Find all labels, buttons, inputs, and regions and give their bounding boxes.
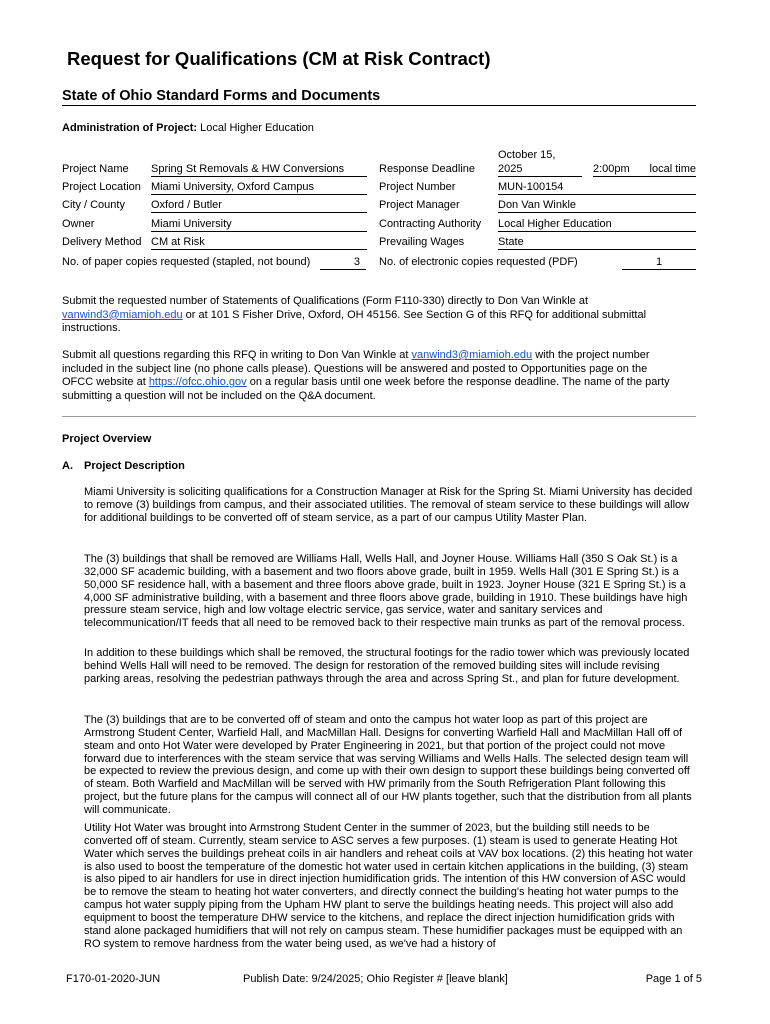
- project-location-field[interactable]: Miami University, Oxford Campus: [151, 181, 367, 195]
- electronic-copies-label: No. of electronic copies requested (PDF): [379, 256, 578, 268]
- prevailing-wages-field[interactable]: State: [498, 236, 696, 250]
- prevailing-wages-label: Prevailing Wages: [379, 236, 465, 248]
- footer-publish-date: Publish Date: 9/24/2025; Ohio Register # [leave blank]: [243, 973, 508, 985]
- footer-form-id: F170-01-2020-JUN: [66, 973, 161, 985]
- section-letter: A.: [62, 460, 73, 472]
- submittal-paragraph: [62, 295, 672, 336]
- administration-label: Administration of Project:: [62, 122, 198, 134]
- delivery-method-label: Delivery Method: [62, 236, 142, 248]
- project-overview-heading: Project Overview: [62, 433, 152, 445]
- description-paragraph-5: Utility Hot Water was brought into Armstrong Student Center in the summer of 2023, but the building still needs to be converted off of steam. Currently, steam service to ASC serves a few purposes. (1) steam is used to generate Heating Hot Water which serves the buildings preheat coils in air handlers and reheat coils at VAV box locations. (2) this heating hot water is also used to boost the temperature of the domestic hot water used in certain kitchen applications in the building, (3) steam is also piped to air handlers for use in direct injection humidification grids. The intention of this HW conversion of ASC would be to remove the steam to heating hot water converters, and directly connect the building's heating hot water pumps to the campus hot water supply piping from the Upham HW plant to serve the buildings heating needs. This project will also add equipment to boost the temperature DHW service to the kitchens, and replace the direct injection humidification grids with stand alone packaged humidifiers that will not rely on campus steam. These humidifier packages must be equipped with an RO system to remove hardness from the water being used, as we've had a history of: [84, 822, 693, 950]
- owner-field[interactable]: Miami University: [151, 218, 367, 232]
- project-description-heading: [62, 460, 185, 472]
- questions-email-link[interactable]: vanwind3@miamioh.edu: [411, 349, 533, 361]
- deadline-date-field[interactable]: 2025: [498, 163, 582, 177]
- electronic-copies-field[interactable]: 1: [622, 256, 696, 270]
- deadline-date-line1: October 15,: [498, 149, 556, 161]
- project-manager-label: Project Manager: [379, 199, 460, 211]
- contracting-authority-field[interactable]: Local Higher Education: [498, 218, 696, 232]
- submittal-text-b: or at 101 S Fisher Drive, Oxford, OH 45156. See Section G of this RFQ for additional submittal instructions.: [62, 308, 647, 335]
- project-name-field[interactable]: Spring St Removals & HW Conversions: [151, 163, 367, 177]
- deadline-timezone: local time: [643, 163, 696, 177]
- project-number-field[interactable]: MUN-100154: [498, 181, 696, 195]
- contracting-authority-label: Contracting Authority: [379, 218, 482, 230]
- document-subtitle: State of Ohio Standard Forms and Documents: [62, 88, 696, 106]
- contact-email-link[interactable]: vanwind3@miamioh.edu: [62, 308, 183, 321]
- questions-paragraph: [62, 349, 672, 404]
- section-divider: [62, 416, 696, 417]
- delivery-method-field[interactable]: CM at Risk: [151, 236, 367, 250]
- description-paragraph-4: The (3) buildings that are to be converted off of steam and onto the campus hot water loop as part of this project are Armstrong Student Center, Warfield Hall, and MacMillan Hall. Designs for converting Warfield Hall and MacMillan Hall off of steam and onto Hot Water were developed by Prater Engineering in 2021, but that portion of the project could not move forward due to interferences with the steam service that was serving Williams and Wells Halls. The selected design team will be expected to review the previous design, and come up with their own design to support these buildings being converted off of steam. Both Warfield and MacMillan will be served with HW primarily from the South Refrigeration Plant following this project, but the future plans for the campus will connect all of our HW plants together, such that the distribution from all plants will communicate.: [84, 714, 692, 816]
- submittal-text-a: Submit the requested number of Statements of Qualifications (Form F110-330) directly to Don Van Winkle at: [62, 295, 589, 307]
- ofcc-website-link[interactable]: https://ofcc.ohio.gov: [148, 376, 247, 389]
- administration-line: [62, 122, 314, 134]
- project-location-label: Project Location: [62, 181, 141, 193]
- description-paragraph-1: Miami University is soliciting qualifications for a Construction Manager at Risk for the Spring St. Miami University has decided to remove (3) buildings from campus, and their associated utilities. The removal of steam service to these buildings will allow for additional buildings to be converted off of steam service, as a part of our campus Utility Master Plan.: [84, 486, 693, 524]
- city-county-field[interactable]: Oxford / Butler: [151, 199, 367, 213]
- page-title: Request for Qualifications (CM at Risk Contract): [67, 48, 491, 69]
- response-deadline-label: Response Deadline: [379, 163, 476, 175]
- city-county-label: City / County: [62, 199, 125, 211]
- description-paragraph-3: In addition to these buildings which shall be removed, the structural footings for the radio tower which was previously located behind Wells Hall will need to be removed. The design for restoration of the removed building sites will include revising parking areas, resolving the pedestrian pathways through the area and across Spring St., and plan for future development.: [84, 647, 690, 685]
- paper-copies-field[interactable]: 3: [320, 256, 366, 270]
- project-name-label: Project Name: [62, 163, 129, 175]
- administration-value: Local Higher Education: [200, 122, 314, 134]
- questions-text-c: on a regular basis until one week before the response deadline. The name of the party submitting a question will not be included on the Q&A document.: [62, 376, 670, 403]
- questions-text-b: with the project number included in the subject line (no phone calls please). Questions will be answered and posted to Opportunities page on the OFCC website at: [62, 349, 650, 389]
- project-number-label: Project Number: [379, 181, 456, 193]
- questions-text-a: Submit all questions regarding this RFQ in writing to Don Van Winkle at: [62, 349, 412, 361]
- paper-copies-label: No. of paper copies requested (stapled, not bound): [62, 256, 311, 268]
- owner-label: Owner: [62, 218, 95, 230]
- section-title: Project Description: [84, 460, 185, 472]
- description-paragraph-2: The (3) buildings that shall be removed are Williams Hall, Wells Hall, and Joyner House. Williams Hall (350 S Oak St.) is a 32,000 SF academic building, with a basement and two floors above grade, built in 1959. Wells Hall (301 E Spring St.) is a 50,000 SF residence hall, with a basement and three floors above grade, built in 1923. Joyner House (321 E Spring St.) is a 4,000 SF administrative building, with a basement and three floors above grade, building in 1910. These buildings have high pressure steam service, high and low voltage electric service, gas service, water and sanitary services and telecommunication/IT feeds that all need to be removed back to their respective main trunks as part of the removal process.: [84, 553, 688, 630]
- project-manager-field[interactable]: Don Van Winkle: [498, 199, 696, 213]
- footer-page-number: Page 1 of 5: [645, 973, 702, 985]
- deadline-time-field[interactable]: 2:00pm: [593, 163, 643, 177]
